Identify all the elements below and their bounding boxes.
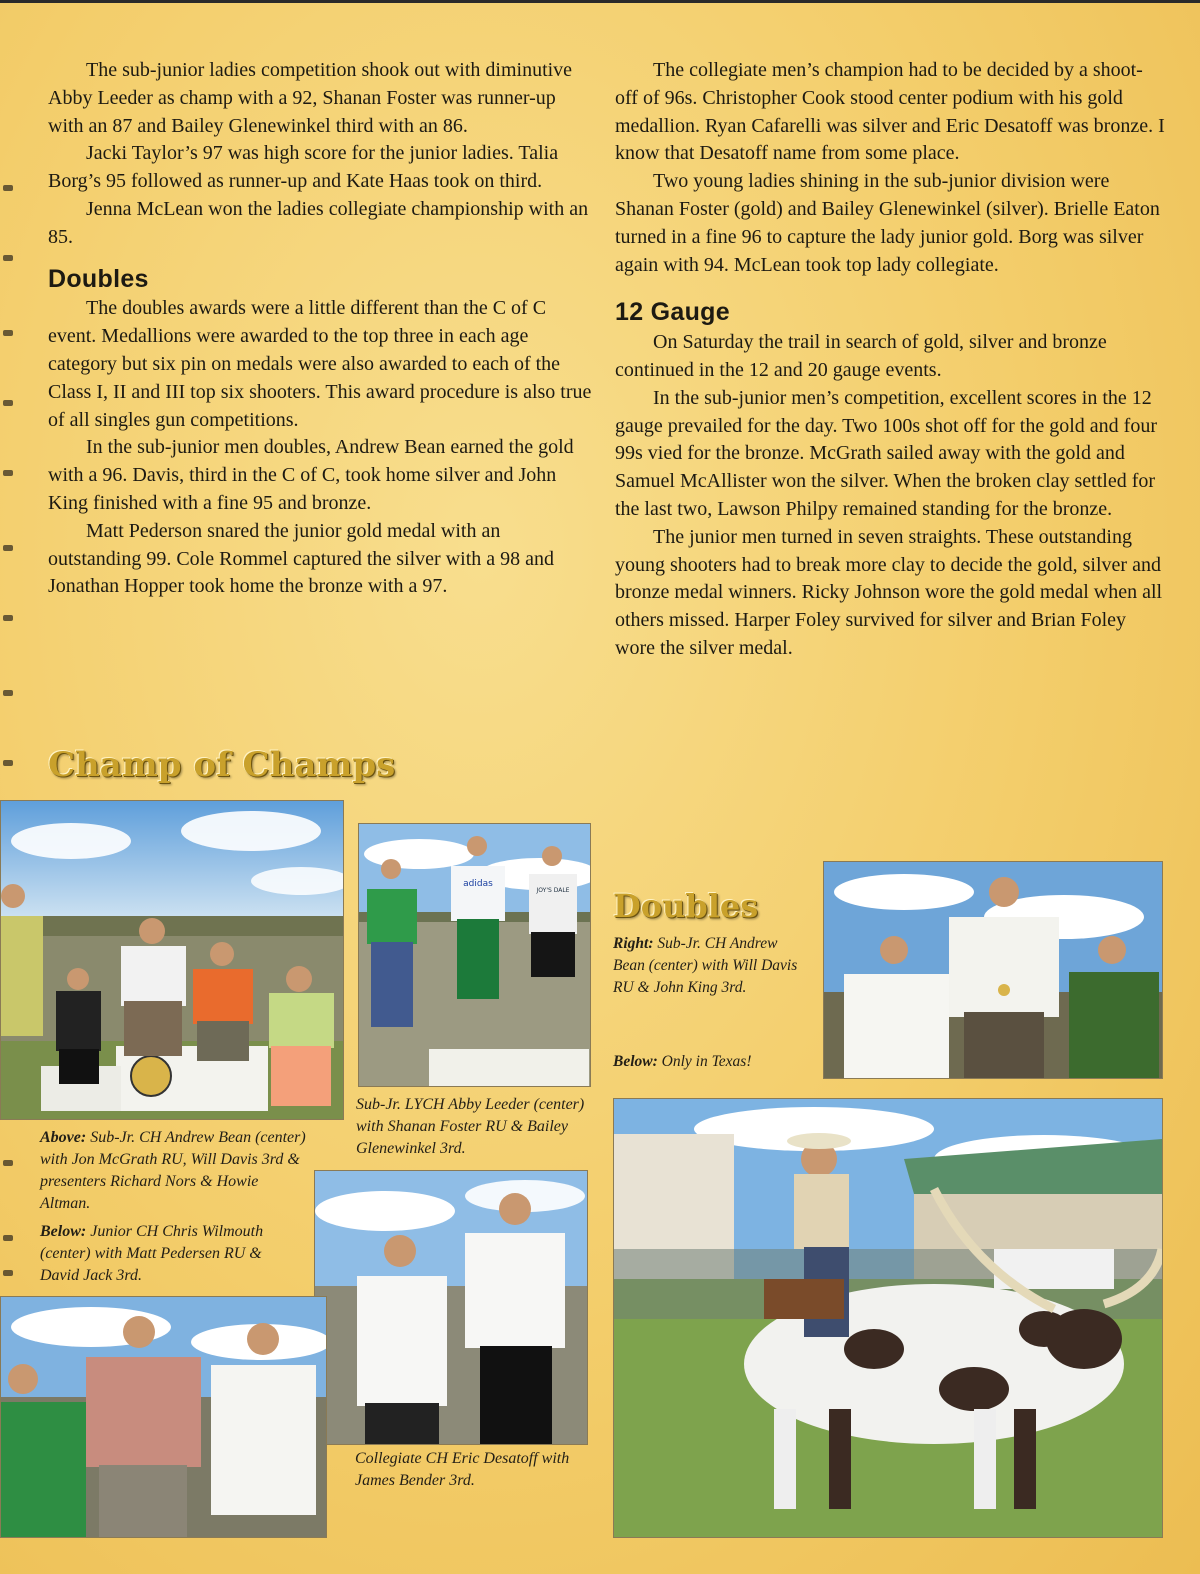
section-heading-doubles: Doubles	[48, 264, 149, 293]
caption-above	[40, 1127, 310, 1215]
paragraph: The junior men turned in seven straights. These outstanding young shooters had to break more clay to decide the gold, silver and bronze medal winners. Ricky Johnson wore the gold medal when all others missed. Harper Foley survived for silver and Brian Foley wore the silver medal.	[615, 525, 1163, 659]
caption-label: Below:	[40, 1223, 87, 1240]
photo-sub-junior-ladies	[358, 823, 591, 1087]
paragraph: Jacki Taylor’s 97 was high score for the junior ladies. Talia Borg’s 95 followed as runner-up and Kate Haas took on third.	[48, 142, 559, 193]
section-heading-12-gauge: 12 Gauge	[615, 298, 730, 327]
caption-text: Collegiate CH Eric Desatoff with James Bender 3rd.	[355, 1450, 570, 1489]
caption-below-texas	[613, 1051, 813, 1073]
caption-right	[613, 933, 803, 999]
paragraph: On Saturday the trail in search of gold, silver and bronze continued in the 12 and 20 gauge events.	[615, 331, 1107, 381]
photo-doubles-sub-junior	[823, 861, 1163, 1079]
paragraph: Two young ladies shining in the sub-junior division were Shanan Foster (gold) and Bailey Glenewinkel (silver). Brielle Eaton turned in a fine 96 to capture the lady junior gold. Borg was silver again with 94. McLean took top lady collegiate.	[615, 170, 1160, 276]
shirt-print-text: JOY'S DALE	[536, 887, 570, 894]
shirt-logo-text: adidas	[463, 879, 493, 889]
paragraph: Matt Pederson snared the junior gold medal with an outstanding 99. Cole Rommel captured the silver with a 98 and Jonathan Hopper took home the bronze with a 97.	[48, 519, 555, 598]
banner-doubles: Doubles	[613, 887, 759, 925]
photo-longhorn-rider	[613, 1098, 1163, 1538]
banner-champ-of-champs: Champ of Champs	[48, 745, 396, 785]
paragraph: The collegiate men’s champion had to be decided by a shoot-off of 96s. Christopher Cook stood center podium with his gold medallion. Ryan Cafarelli was silver and Eric Desatoff was bronze. I know that Desatoff name from some place.	[615, 59, 1165, 165]
caption-collegiate	[355, 1448, 590, 1492]
paragraph: Jenna McLean won the ladies collegiate championship with an 85.	[48, 197, 589, 248]
caption-label: Right:	[613, 935, 654, 952]
caption-label: Below:	[613, 1053, 658, 1070]
caption-text: Sub-Jr. LYCH Abby Leeder (center) with Shanan Foster RU & Bailey Glenewinkel 3rd.	[356, 1096, 585, 1157]
paragraph: In the sub-junior men’s competition, excellent scores in the 12 gauge prevailed for the day. Two 100s shot off for the gold and four 99s vied for the bronze. McGrath sailed away with the gold and Samuel McAllister won the silver. When the broken clay settled for the last two, Lawson Philpy remained standing for the bronze.	[615, 386, 1157, 520]
caption-lych	[356, 1094, 590, 1160]
photo-collegiate	[314, 1170, 588, 1445]
top-rule	[0, 0, 1200, 3]
caption-below-junior	[40, 1221, 300, 1287]
left-text-column	[48, 57, 594, 601]
caption-text: Junior CH Chris Wilmouth (center) with Matt Pedersen RU & David Jack 3rd.	[40, 1223, 264, 1284]
caption-text: Only in Texas!	[661, 1053, 752, 1070]
paragraph: The doubles awards were a little different than the C of C event. Medallions were awarded to the top three in each age category but six pin on medals were also awarded to each of the Class I, II and III top six shooters. This award procedure is also true of all singles gun competitions.	[48, 297, 592, 431]
paragraph: In the sub-junior men doubles, Andrew Bean earned the gold with a 96. Davis, third in the C of C, took home silver and John King finished with a fine 95 and bronze.	[48, 436, 574, 514]
photo-podium-sub-junior	[0, 800, 344, 1120]
photo-junior	[0, 1296, 327, 1538]
caption-text: Sub-Jr. CH Andrew Bean (center) with Jon McGrath RU, Will Davis 3rd & presenters Richard Nors & Howie Altman.	[40, 1129, 306, 1212]
caption-text: Sub-Jr. CH Andrew Bean (center) with Will Davis RU & John King 3rd.	[613, 935, 798, 996]
caption-label: Above:	[40, 1129, 87, 1146]
right-text-column	[615, 57, 1165, 663]
paragraph: The sub-junior ladies competition shook out with diminutive Abby Leeder as champ with a 92, Shanan Foster was runner-up with an 87 and Bailey Glenewinkel third with an 86.	[48, 59, 573, 137]
